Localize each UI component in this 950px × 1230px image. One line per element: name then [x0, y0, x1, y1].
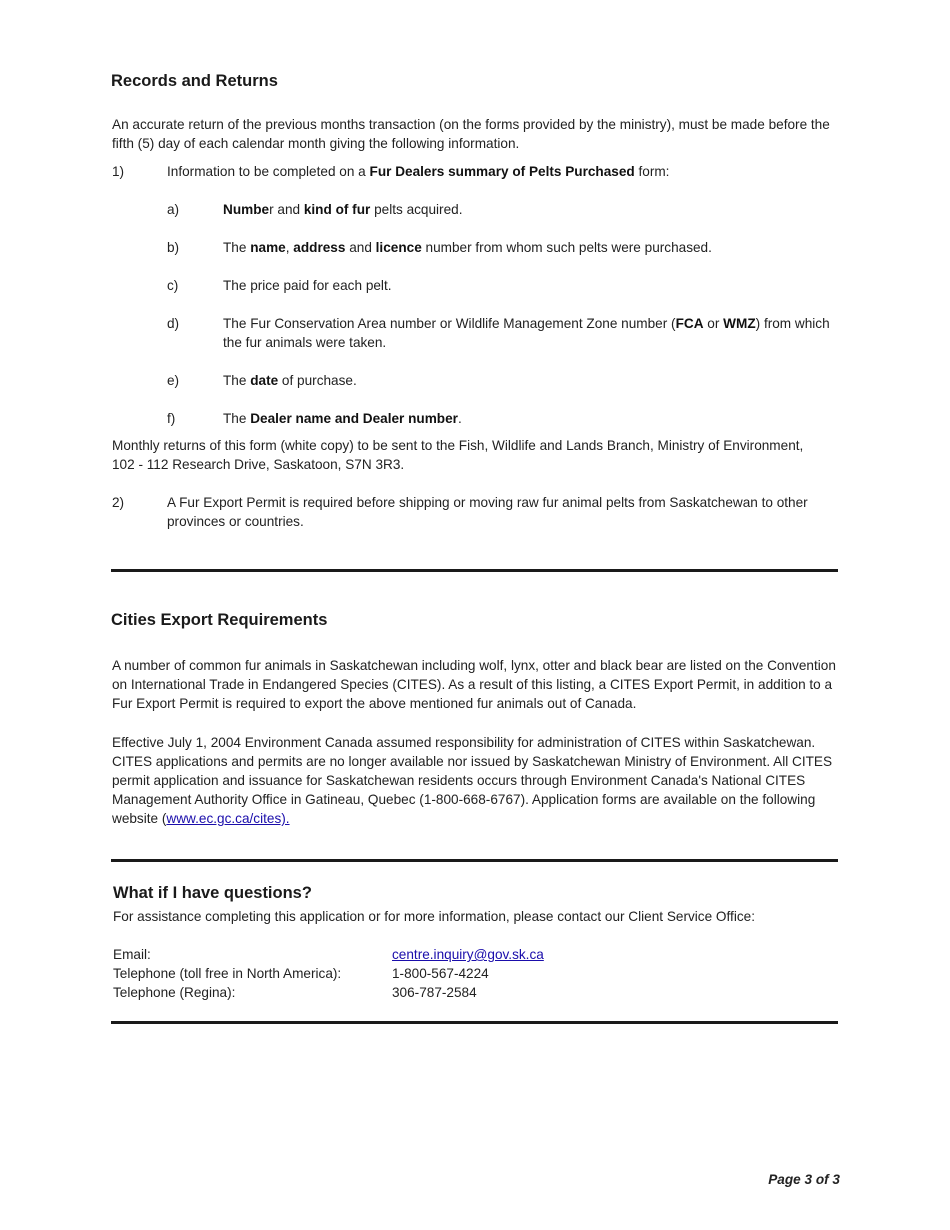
sub-a-text: Number and kind of fur pelts acquired.: [223, 202, 463, 217]
section-divider: [111, 569, 838, 572]
records-intro: An accurate return of the previous months transaction (on the forms provided by the ministry), must be made before the fifth (5) day of each calendar month giving the following information.: [112, 117, 830, 151]
contact-email-link[interactable]: centre.inquiry@gov.sk.ca: [392, 947, 544, 962]
sub-e-label: e): [167, 373, 180, 388]
contact-regina-label: Telephone (Regina):: [113, 985, 236, 1000]
sub-c-text: The price paid for each pelt.: [223, 278, 392, 293]
questions-intro: For assistance completing this application or for more information, please contact our Client Service Office:: [113, 909, 755, 924]
item-1-number: 1): [112, 164, 125, 179]
sub-c-label: c): [167, 278, 179, 293]
item-2-text: A Fur Export Permit is required before shipping or moving raw fur animal pelts from Saskatchewan to other provinces or countries.: [167, 495, 808, 529]
contact-regina-value: 306-787-2584: [392, 985, 477, 1000]
sub-d-text: The Fur Conservation Area number or Wildlife Management Zone number (FCA or WMZ) from which the fur animals were taken.: [223, 316, 830, 350]
page-number: Page 3 of 3: [768, 1172, 840, 1187]
cites-website-link[interactable]: www.ec.gc.ca/cites).: [166, 811, 290, 826]
sub-d-label: d): [167, 316, 180, 331]
sub-f-text: The Dealer name and Dealer number.: [223, 411, 462, 426]
cites-paragraph-1: A number of common fur animals in Saskatchewan including wolf, lynx, otter and black bear are listed on the Convention on International Trade in Endangered Species (CITES). As a result of this listing, a CITES Export Permit, in addition to a Fur Export Permit is required to export the above mentioned fur animals out of Canada.: [112, 658, 836, 711]
contact-email-label: Email:: [113, 947, 151, 962]
sub-f-label: f): [167, 411, 176, 426]
item-1-text: Information to be completed on a Fur Dealers summary of Pelts Purchased form:: [167, 164, 670, 179]
sub-e-text: The date of purchase.: [223, 373, 357, 388]
cites-paragraph-2: Effective July 1, 2004 Environment Canada assumed responsibility for administration of CITES within Saskatchewan. CITES applications and permits are no longer available nor issued by Saskatchewan Ministry of Environment. All CITES permit application and issuance for Saskatchewan residents occurs through Environment Canada's National CITES Management Authority Office in Gatineau, Quebec (1-800-668-6767). Application forms are available on the following website (www.ec.gc.ca/cites).: [112, 735, 833, 826]
section-divider: [111, 1021, 838, 1024]
sub-b-label: b): [167, 240, 180, 255]
cites-heading: Cities Export Requirements: [111, 611, 328, 629]
sub-a-label: a): [167, 202, 180, 217]
contact-tollfree-label: Telephone (toll free in North America):: [113, 966, 342, 981]
contact-tollfree-value: 1-800-567-4224: [392, 966, 489, 981]
records-heading: Records and Returns: [111, 72, 278, 90]
questions-heading: What if I have questions?: [113, 884, 312, 902]
item-2-number: 2): [112, 495, 125, 510]
section-divider: [111, 859, 838, 862]
sub-b-text: The name, address and licence number from whom such pelts were purchased.: [223, 240, 712, 255]
monthly-returns-text: Monthly returns of this form (white copy) to be sent to the Fish, Wildlife and Lands Branch, Ministry of Environment, 102 - 112 Research Drive, Saskatoon, S7N 3R3.: [112, 438, 804, 472]
